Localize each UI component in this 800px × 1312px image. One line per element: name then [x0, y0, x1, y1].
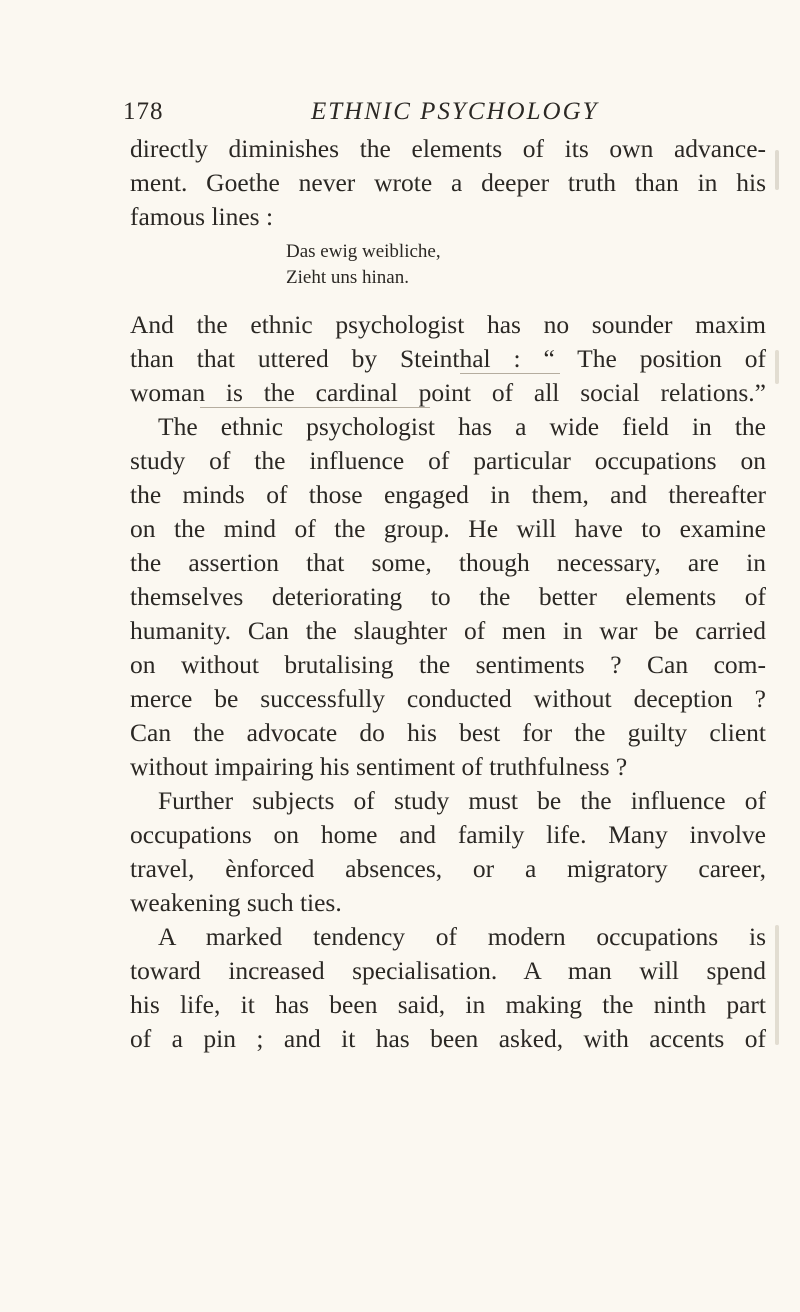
text-line: the minds of those engaged in them, and thereafter: [130, 480, 766, 509]
verse-line: Das ewig weibliche,: [286, 241, 441, 262]
text-line: travel, ènforced absences, or a migratory career,: [130, 854, 766, 883]
text-line: merce be successfully conducted without deception ?: [130, 684, 766, 713]
text-line: famous lines :: [130, 202, 274, 231]
text-line: humanity. Can the slaughter of men in war be carried: [130, 616, 766, 645]
text-line: on without brutalising the sentiments ? Can com-: [130, 650, 766, 679]
verse-line: Zieht uns hinan.: [286, 267, 409, 288]
text-line: on the mind of the group. He will have to examine: [130, 514, 766, 543]
text-line: occupations on home and family life. Many involve: [130, 820, 766, 849]
text-line: toward increased specialisation. A man will spend: [130, 956, 766, 985]
text-line: of a pin ; and it has been asked, with accents of: [130, 1024, 766, 1053]
text-line: study of the influence of particular occupations on: [130, 446, 766, 475]
text-line: his life, it has been said, in making the ninth part: [130, 990, 766, 1019]
text-line: than that uttered by Steinthal : “ The position of: [130, 344, 766, 373]
text-line: without impairing his sentiment of truthfulness ?: [130, 752, 628, 781]
page-header: [123, 98, 773, 132]
page-edge-mark: [775, 350, 779, 384]
text-line: Further subjects of study must be the influence of: [158, 786, 766, 815]
page-edge-mark: [775, 925, 779, 1045]
text-line: The ethnic psychologist has a wide field in the: [158, 412, 766, 441]
text-line: A marked tendency of modern occupations is: [158, 922, 766, 951]
page-number: 178: [123, 98, 164, 125]
running-head: ETHNIC PSYCHOLOGY: [311, 98, 599, 125]
text-line: woman is the cardinal point of all social relations.”: [130, 378, 766, 407]
faint-underline-mark: [200, 407, 430, 408]
text-line: directly diminishes the elements of its own advance-: [130, 134, 766, 163]
text-line: ment. Goethe never wrote a deeper truth than in his: [130, 168, 766, 197]
text-line: And the ethnic psychologist has no sounder maxim: [130, 310, 766, 339]
text-line: Can the advocate do his best for the guilty client: [130, 718, 766, 747]
text-line: themselves deteriorating to the better elements of: [130, 582, 766, 611]
faint-underline-mark: [460, 373, 560, 374]
text-line: weakening such ties.: [130, 888, 342, 917]
page-edge-mark: [775, 150, 779, 190]
text-line: the assertion that some, though necessary, are in: [130, 548, 766, 577]
